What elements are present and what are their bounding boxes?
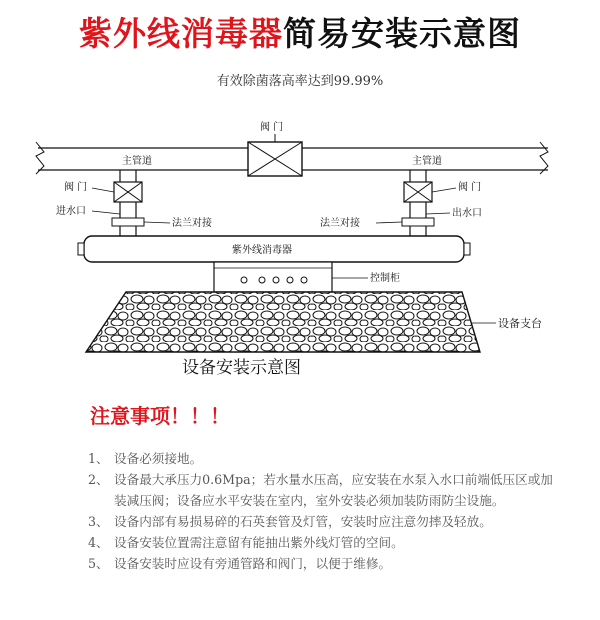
installation-diagram <box>0 118 600 378</box>
valve-right-label: 阀 门 <box>458 182 482 193</box>
title-suffix: 简易安装示意图 <box>283 14 521 53</box>
right-branch-pipe <box>402 170 434 236</box>
notice-list <box>88 448 558 574</box>
subtitle: 有效除菌落高率达到99.99% <box>216 74 384 89</box>
page-title <box>0 8 600 55</box>
inlet-label: 进水口 <box>56 206 86 217</box>
outlet-label: 出水口 <box>452 208 482 219</box>
support-label: 设备支台 <box>498 317 542 330</box>
list-item: 1、 设备必须接地。 <box>88 451 203 466</box>
main-pipe-left-label: 主管道 <box>122 156 152 167</box>
list-item: 5、 设备安装时应设有旁通管路和阀门，以便于维修。 <box>88 556 392 571</box>
valve-left-label: 阀 门 <box>64 182 88 193</box>
valve-top-label: 阀 门 <box>260 122 284 133</box>
support-stand <box>86 292 480 352</box>
sterilizer-label: 紫外线消毒器 <box>232 245 292 256</box>
top-valve <box>248 134 302 176</box>
diagram-caption: 设备安装示意图 <box>182 358 301 378</box>
list-item: 4、 设备安装位置需注意留有能抽出紫外线灯管的空间。 <box>88 535 404 550</box>
main-pipe-right-label: 主管道 <box>412 156 442 167</box>
title-product: 紫外线消毒器 <box>79 14 283 53</box>
flange-left-label: 法兰对接 <box>172 218 212 229</box>
left-branch-pipe <box>112 170 144 236</box>
flange-right-label: 法兰对接 <box>320 218 360 229</box>
notice-heading: 注意事项！！！ <box>90 404 230 428</box>
list-item: 2、 设备最大承压力0.6Mpa；若水量水压高，应安装在水泵入水口前端低压区或加装减压阀；设备应水平安装在室内，室外安装必须加装防雨防尘设施。 <box>88 472 553 508</box>
control-cabinet-label: 控制柜 <box>370 273 400 284</box>
list-item: 3、 设备内部有易损易碎的石英套管及灯管，安装时应注意勿摔及轻放。 <box>88 514 492 529</box>
control-cabinet <box>214 262 332 292</box>
